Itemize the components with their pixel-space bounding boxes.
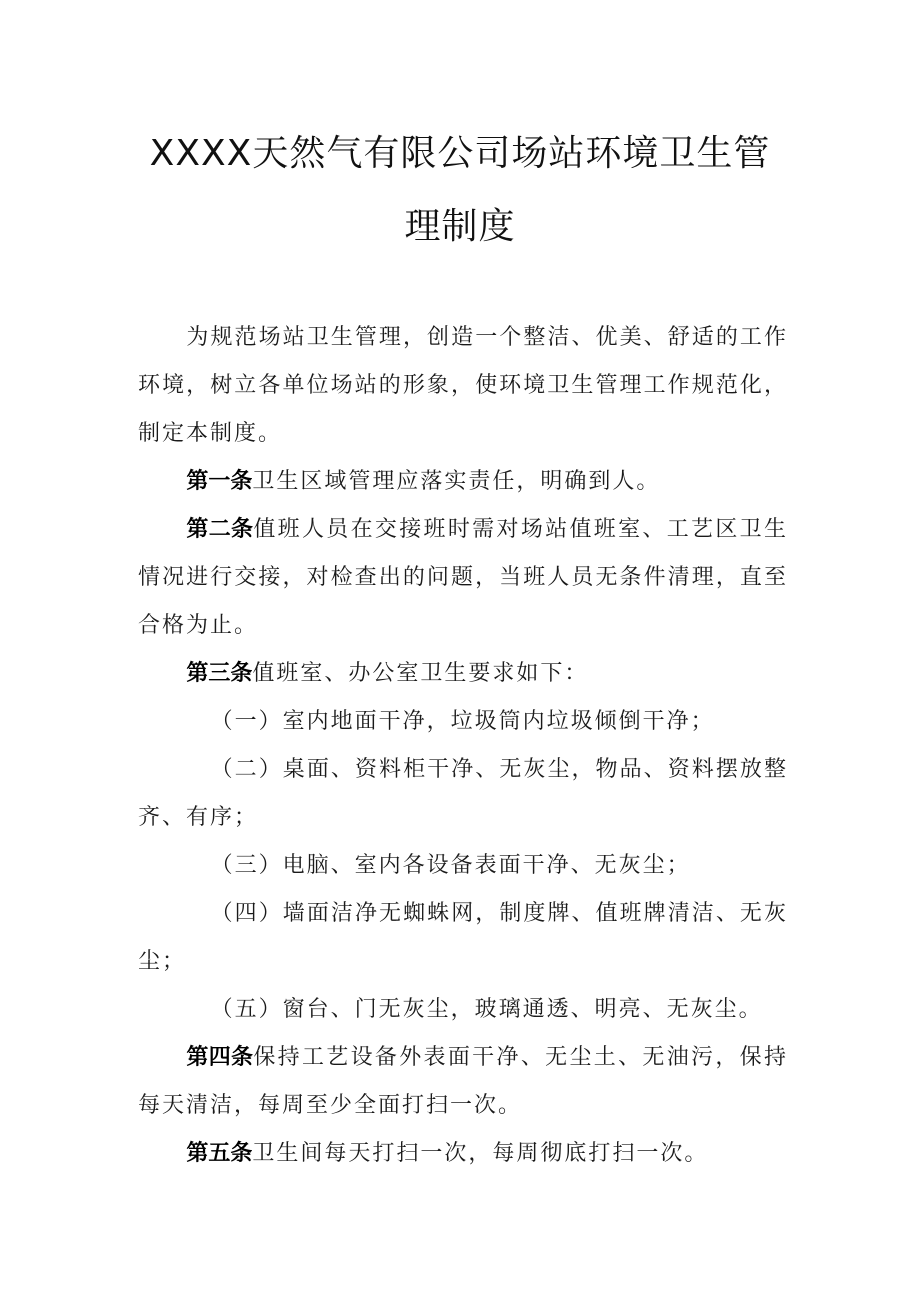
article-5-text: 卫生间每天打扫一次，每周彻底打扫一次。	[252, 1141, 709, 1166]
document-title-line-1: XXXX天然气有限公司场站环境卫生管	[149, 133, 771, 174]
list-item: （五）窗台、门无灰尘，玻璃通透、明亮、无灰尘。	[210, 997, 763, 1022]
list-item: （四）墙面洁净无蜘蛛网，制度牌、值班牌清洁、无灰尘；	[138, 901, 788, 974]
list-item: （三）电脑、室内各设备表面干净、无灰尘；	[210, 853, 691, 878]
intro-paragraph: 为规范场站卫生管理，创造一个整洁、优美、舒适的工作环境，树立各单位场站的形象，使环境卫生管理工作规范化，制定本制度。	[138, 325, 788, 446]
article-2-label: 第二条	[186, 517, 254, 542]
document-title-line-2: 理制度	[404, 206, 516, 247]
article-3	[138, 650, 788, 698]
article-2	[138, 506, 788, 650]
article-4-text: 保持工艺设备外表面干净、无尘土、无油污，保持每天清洁，每周至少全面打扫一次。	[138, 1045, 788, 1118]
article-2-text: 值班人员在交接班时需对场站值班室、工艺区卫生情况进行交接，对检查出的问题，当班人员无条件清理，直至合格为止。	[138, 517, 788, 638]
article-1-text: 卫生区域管理应落实责任，明确到人。	[252, 469, 661, 494]
article-4-label: 第四条	[186, 1045, 254, 1070]
article-3-text: 值班室、办公室卫生要求如下：	[252, 661, 589, 686]
document-body	[138, 314, 788, 1178]
list-item: （一）室内地面干净，垃圾筒内垃圾倾倒干净；	[210, 709, 715, 734]
article-4	[138, 1034, 788, 1130]
article-5	[138, 1130, 788, 1178]
article-5-label: 第五条	[186, 1141, 253, 1166]
list-item: （二）桌面、资料柜干净、无灰尘，物品、资料摆放整齐、有序；	[138, 757, 788, 830]
article-1	[138, 458, 788, 506]
article-3-label: 第三条	[186, 661, 253, 686]
article-1-label: 第一条	[186, 469, 253, 494]
